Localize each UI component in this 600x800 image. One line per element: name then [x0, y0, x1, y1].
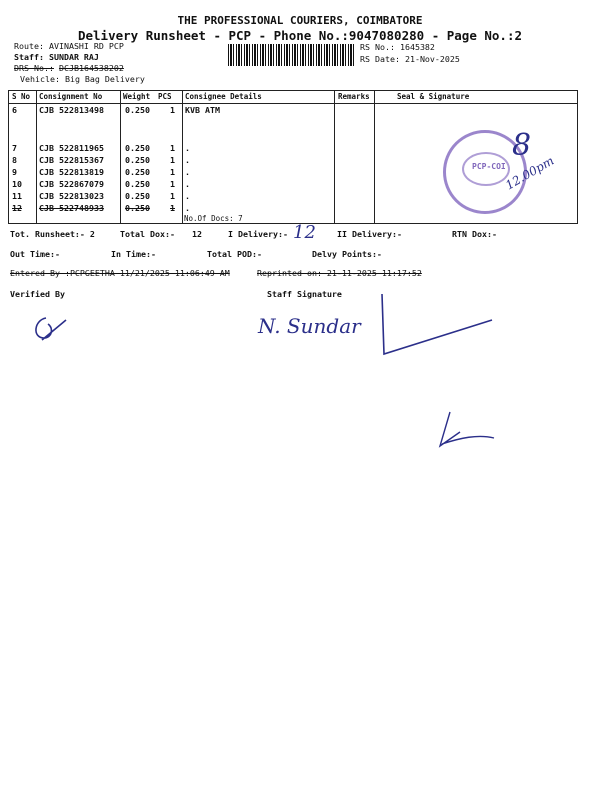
- row-sno: 10: [12, 179, 22, 189]
- barcode-image: [228, 44, 356, 66]
- row-sno: 6: [12, 105, 17, 115]
- row-consignment: CJB 522815367: [39, 155, 104, 165]
- verified-signature: [28, 310, 68, 346]
- row-details: KVB ATM: [185, 105, 220, 115]
- row-consignment: CJB 522813819: [39, 167, 104, 177]
- total-runsheet: Tot. Runsheet:- 2: [10, 229, 95, 239]
- entered-by: Entered By :PCPGEETHA 11/21/2025 11:06:49 AM: [10, 268, 230, 278]
- row-pcs: 1: [170, 191, 175, 201]
- i-delivery-label: I Delivery:-: [228, 229, 288, 239]
- row-sno: 7: [12, 143, 17, 153]
- row-pcs: 1: [170, 203, 175, 213]
- out-time-label: Out Time:-: [10, 249, 60, 259]
- total-pod-label: Total POD:-: [207, 249, 262, 259]
- row-consignment: CJB 522813498: [39, 105, 104, 115]
- no-of-docs: No.Of Docs: 7: [184, 214, 243, 223]
- rtn-dox-label: RTN Dox:-: [452, 229, 497, 239]
- row-weight: 0.250: [125, 105, 150, 115]
- row-consignment: CJB 522748933: [39, 203, 104, 213]
- row-weight: 0.250: [125, 179, 150, 189]
- in-time-label: In Time:-: [111, 249, 156, 259]
- runsheet-title: Delivery Runsheet - PCP - Phone No.:9047080280 - Page No.:2: [77, 28, 522, 43]
- ii-delivery-label: II Delivery:-: [337, 229, 402, 239]
- staff-signature-label: Staff Signature: [267, 289, 342, 299]
- seal-stamp-text: PCP-COI: [472, 162, 506, 171]
- row-pcs: 1: [170, 167, 175, 177]
- rs-number: RS No.: 1645382: [360, 42, 435, 52]
- verified-by-label: Verified By: [10, 289, 65, 299]
- row-weight: 0.250: [125, 191, 150, 201]
- vehicle-label: Vehicle: Big Bag Delivery: [20, 74, 145, 84]
- handwritten-count: 8: [512, 128, 532, 163]
- i-delivery-handwritten: 12: [293, 222, 316, 243]
- bottom-scribble: [430, 408, 500, 452]
- header-remarks: Remarks: [338, 92, 370, 101]
- row-pcs: 1: [170, 155, 175, 165]
- row-weight: 0.250: [125, 203, 150, 213]
- row-sno: 12: [12, 203, 22, 213]
- row-weight: 0.250: [125, 155, 150, 165]
- row-sno: 11: [12, 191, 22, 201]
- column-divider: [120, 91, 121, 223]
- row-pcs: 1: [170, 143, 175, 153]
- header-weight: Weight: [123, 92, 151, 101]
- row-pcs: 1: [170, 179, 175, 189]
- drs-value: DCJB164538202: [58, 63, 124, 73]
- staff-label: Staff: SUNDAR RAJ: [14, 52, 99, 62]
- row-details: .: [185, 179, 190, 189]
- header-pcs: PCS: [158, 92, 172, 101]
- column-divider: [36, 91, 37, 223]
- drs-label: DRS No.:: [14, 63, 54, 73]
- row-consignment: CJB 522813023: [39, 191, 104, 201]
- handwritten-time: 12.00pm: [503, 153, 557, 193]
- rs-date: RS Date: 21-Nov-2025: [360, 54, 460, 64]
- row-consignment: CJB 522867079: [39, 179, 104, 189]
- column-divider: [334, 91, 335, 223]
- row-weight: 0.250: [125, 167, 150, 177]
- delvy-points-label: Delvy Points:-: [312, 249, 382, 259]
- row-details: .: [185, 143, 190, 153]
- header-sno: S No: [12, 92, 31, 101]
- column-divider: [374, 91, 375, 223]
- column-divider: [182, 91, 183, 223]
- header-consignment: Consignment No: [39, 92, 103, 101]
- route-label: Route: AVINASHI RD PCP: [14, 41, 124, 51]
- row-sno: 9: [12, 167, 17, 177]
- total-dox-label: Total Dox:-: [120, 229, 175, 239]
- row-pcs: 1: [170, 105, 175, 115]
- signature-stroke: [370, 290, 500, 360]
- header-seal: Seal & Signature: [397, 92, 470, 101]
- drs-number: [14, 63, 124, 73]
- row-details: .: [185, 203, 190, 213]
- company-title: THE PROFESSIONAL COURIERS, COIMBATORE: [177, 14, 423, 27]
- row-details: .: [185, 191, 190, 201]
- reprinted-on: Reprinted on: 21-11-2025 11:17:52: [257, 268, 422, 278]
- row-consignment: CJB 522811965: [39, 143, 104, 153]
- header-consignee: Consignee Details: [185, 92, 262, 101]
- staff-signature-name: N. Sundar: [258, 314, 361, 338]
- total-dox-value: 12: [192, 229, 202, 239]
- row-details: .: [185, 167, 190, 177]
- row-details: .: [185, 155, 190, 165]
- row-weight: 0.250: [125, 143, 150, 153]
- row-sno: 8: [12, 155, 17, 165]
